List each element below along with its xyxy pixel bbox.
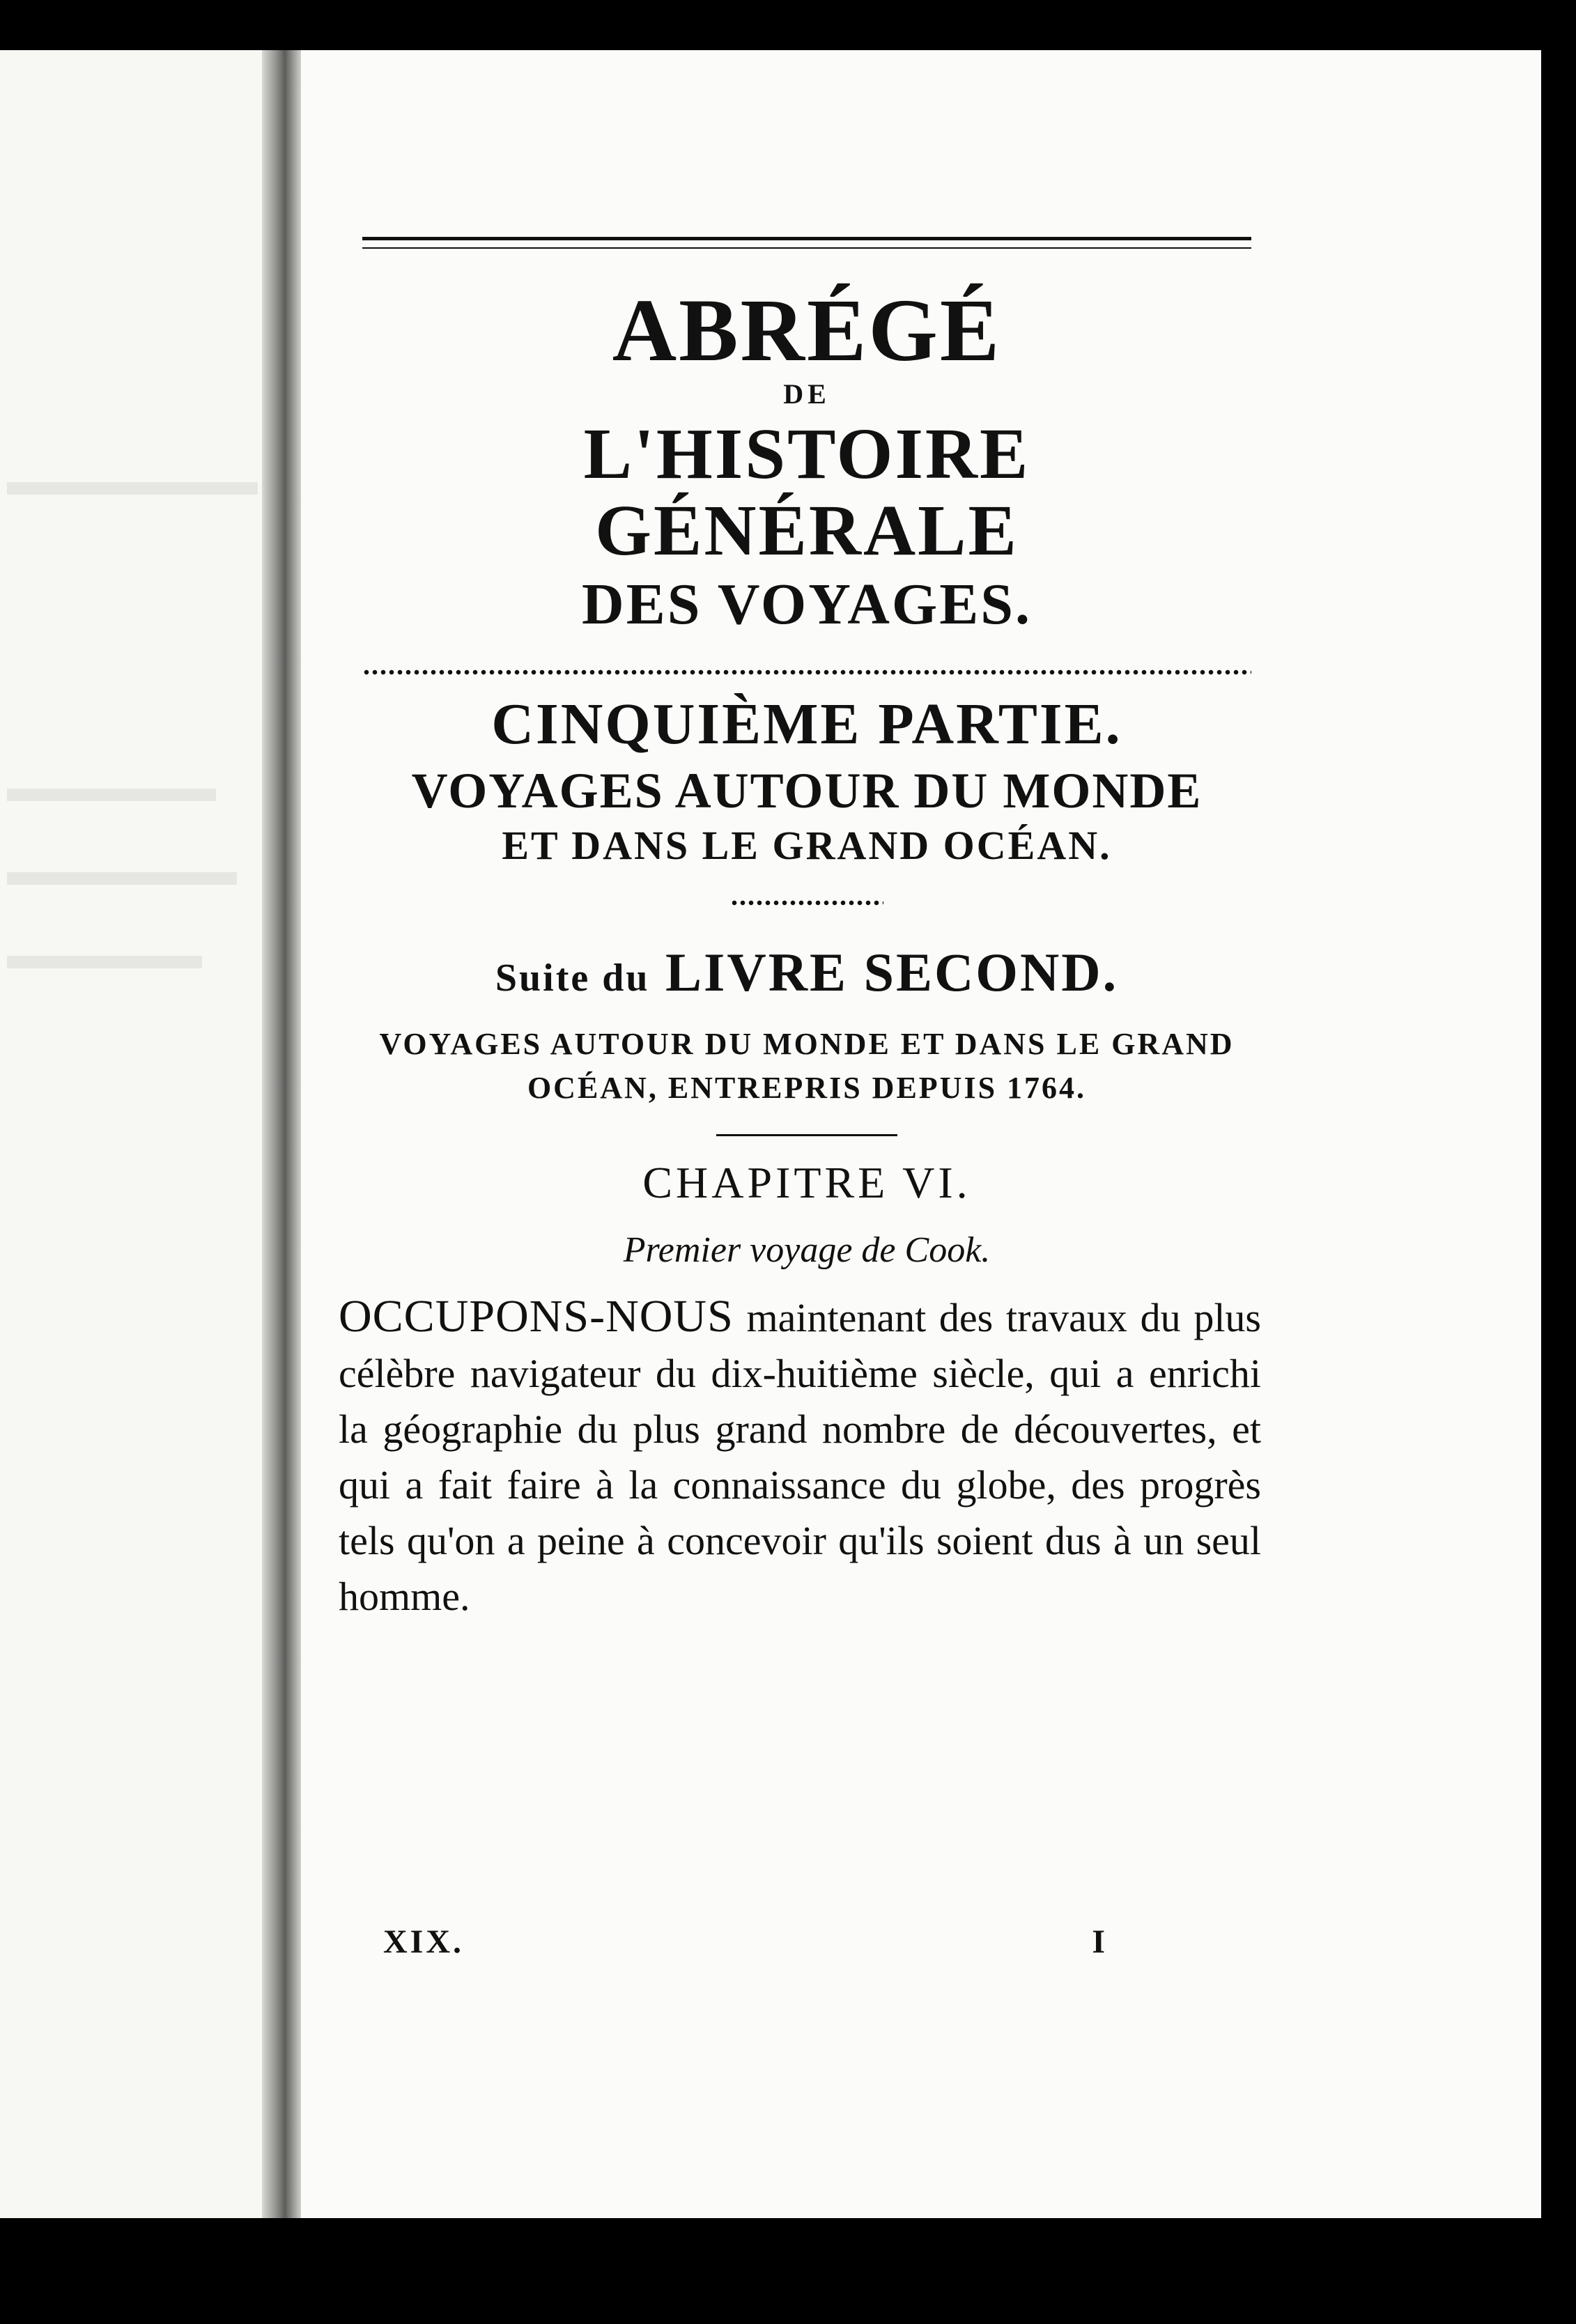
book-heading (362, 941, 1251, 1004)
part-block (362, 691, 1251, 868)
left-page-edge (0, 50, 272, 2218)
book-subtitle-line1: VOYAGES AUTOUR DU MONDE ET DANS LE GRAND (379, 1026, 1235, 1061)
body-lead-word: OCCUPONS-NOUS (339, 1291, 734, 1342)
thin-rule (716, 1134, 897, 1136)
bleed-through-mark (7, 482, 258, 495)
signature-mark: XIX. (383, 1923, 465, 1960)
body-text: maintenant des travaux du plus célèbre navigateur du dix-huitième siècle, qui a enrichi la géographie du plus grand nombre de découvertes, et qui a fait faire à la connaissance du globe, des progrès tels qu'on a peine à concevoir qu'ils soient dus à un seul homme. (339, 1295, 1262, 1620)
body-paragraph (339, 1289, 1261, 1625)
book-subtitle-line2: OCÉAN, ENTREPRIS DEPUIS 1764. (527, 1071, 1087, 1106)
part-name: CINQUIÈME PARTIE. (491, 691, 1122, 757)
title-abrege: ABRÉGÉ (612, 281, 1002, 380)
page-content (339, 237, 1262, 1625)
top-double-rule (362, 237, 1251, 249)
book-subtitle (362, 1022, 1251, 1111)
page-footer (383, 1923, 1108, 1961)
bleed-through-mark (7, 789, 216, 801)
chapter-title: Premier voyage de Cook. (623, 1230, 991, 1271)
suite-title: LIVRE SECOND. (665, 941, 1119, 1002)
title-des-voyages: DES VOYAGES. (582, 571, 1032, 637)
suite-prefix: Suite du (495, 956, 650, 1000)
main-title-block (362, 281, 1251, 637)
bleed-through-mark (7, 872, 237, 885)
short-wavy-rule (730, 899, 883, 906)
title-histoire-generale: L'HISTOIRE GÉNÉRALE (583, 414, 1030, 571)
part-subtitle-line2: ET DANS LE GRAND OCÉAN. (502, 822, 1112, 868)
book-gutter (262, 50, 304, 2218)
bleed-through-mark (7, 956, 202, 968)
wavy-rule (362, 669, 1251, 676)
title-de: DE (783, 378, 831, 410)
part-subtitle-line1: VOYAGES AUTOUR DU MONDE (411, 763, 1203, 819)
chapter-number: CHAPITRE VI. (642, 1158, 971, 1208)
page-number: I (1092, 1923, 1108, 1960)
